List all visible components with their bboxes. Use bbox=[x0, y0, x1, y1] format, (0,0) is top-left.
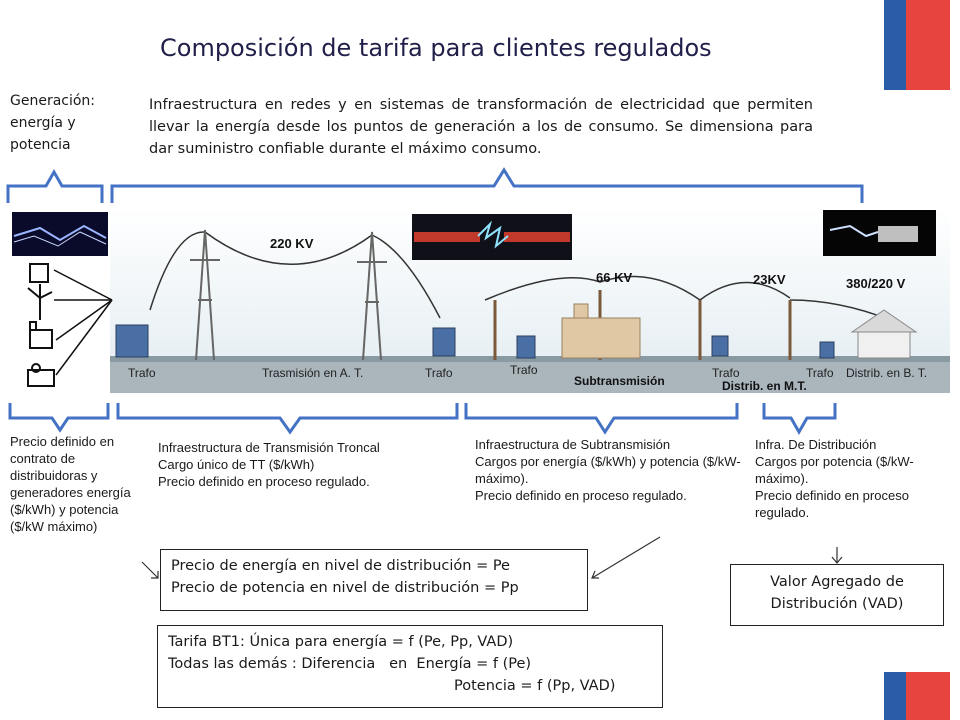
bracket-generation-bottom bbox=[10, 403, 108, 430]
tariff-box bbox=[157, 625, 663, 708]
price-power: Precio de potencia en nivel de distribución = Pp bbox=[171, 580, 519, 596]
label-trafo-5: Trafo bbox=[806, 366, 834, 380]
voltage-220kv: 220 KV bbox=[270, 236, 314, 251]
label-trafo-4: Trafo bbox=[712, 366, 740, 380]
infrastructure-description: Infraestructura en redes y en sistemas de transformación de electricidad que permiten llevar la energía desde los puntos de generación a los de consumo. Se dimensiona para dar suministro confiable durante el máximo consumo. bbox=[149, 97, 813, 157]
arrow-gen-to-price bbox=[142, 562, 158, 578]
label-trafo-1: Trafo bbox=[128, 366, 156, 380]
voltage-380v: 380/220 V bbox=[846, 276, 906, 291]
generation-label: Generación: energía y potencia bbox=[10, 93, 96, 153]
bracket-troncal bbox=[118, 403, 457, 432]
tariff-others bbox=[168, 653, 662, 675]
lightning-icon bbox=[12, 212, 108, 256]
bracket-infrastructure bbox=[112, 170, 862, 203]
tariff-power: Potencia = f (Pp, VAD) bbox=[454, 678, 616, 694]
note-dist-line-2: Cargos por potencia ($/kW-máximo). bbox=[755, 454, 914, 486]
label-subtransmission: Subtransmisión bbox=[574, 374, 665, 388]
price-energy: Precio de energía en nivel de distribución = Pe bbox=[171, 558, 510, 574]
note-sub-line-2: Cargos por energía ($/kWh) y potencia ($/kW-máximo). bbox=[475, 454, 741, 486]
tariff-others-left: Todas las demás : Diferencia en bbox=[168, 656, 408, 672]
generation-connector-lines bbox=[54, 270, 112, 375]
note-subtransmission bbox=[475, 436, 745, 504]
arrow-dist-to-vad bbox=[832, 547, 842, 563]
note-troncal-line-1: Infraestructura de Transmisión Troncal bbox=[158, 440, 380, 455]
note-troncal-line-3: Precio definido en proceso regulado. bbox=[158, 474, 370, 489]
voltage-23kv: 23KV bbox=[753, 272, 786, 287]
note-generation-price: Precio definido en contrato de distribuidoras y generadores energía ($/kWh) y potencia ($/kW máximo) bbox=[10, 434, 131, 534]
plug-spark-icon bbox=[823, 210, 936, 256]
generation-icons bbox=[28, 264, 54, 386]
label-trafo-3: Trafo bbox=[510, 363, 538, 377]
voltage-66kv: 66 KV bbox=[596, 270, 633, 285]
bracket-distribution bbox=[764, 403, 835, 432]
note-troncal-line-2: Cargo único de TT ($/kWh) bbox=[158, 457, 315, 472]
page-title: Composición de tarifa para clientes regulados bbox=[160, 34, 712, 62]
label-trafo-2: Trafo bbox=[425, 366, 453, 380]
label-distrib-bt: Distrib. en B. T. bbox=[846, 366, 928, 380]
note-sub-line-1: Infraestructura de Subtransmisión bbox=[475, 437, 671, 452]
tariff-energy: Energía = f (Pe) bbox=[416, 656, 532, 672]
bracket-subtransmission bbox=[466, 403, 737, 432]
tariff-bt1: Tarifa BT1: Única para energía = f (Pe, Pp, VAD) bbox=[168, 634, 514, 650]
cable-spark-icon bbox=[412, 214, 572, 260]
bracket-generation bbox=[8, 172, 102, 203]
note-sub-line-3: Precio definido en proceso regulado. bbox=[475, 488, 687, 503]
vad-box: Valor Agregado de Distribución (VAD) bbox=[730, 564, 944, 626]
arrow-sub-to-price bbox=[592, 537, 660, 578]
note-dist-line-3: Precio definido en proceso regulado. bbox=[755, 488, 909, 520]
label-distrib-mt: Distrib. en M.T. bbox=[722, 379, 807, 393]
note-dist-line-1: Infra. De Distribución bbox=[755, 437, 877, 452]
note-distribution bbox=[755, 436, 935, 521]
label-transmission: Trasmisión en A. T. bbox=[262, 366, 364, 380]
price-box bbox=[160, 549, 588, 611]
note-troncal bbox=[158, 439, 458, 490]
